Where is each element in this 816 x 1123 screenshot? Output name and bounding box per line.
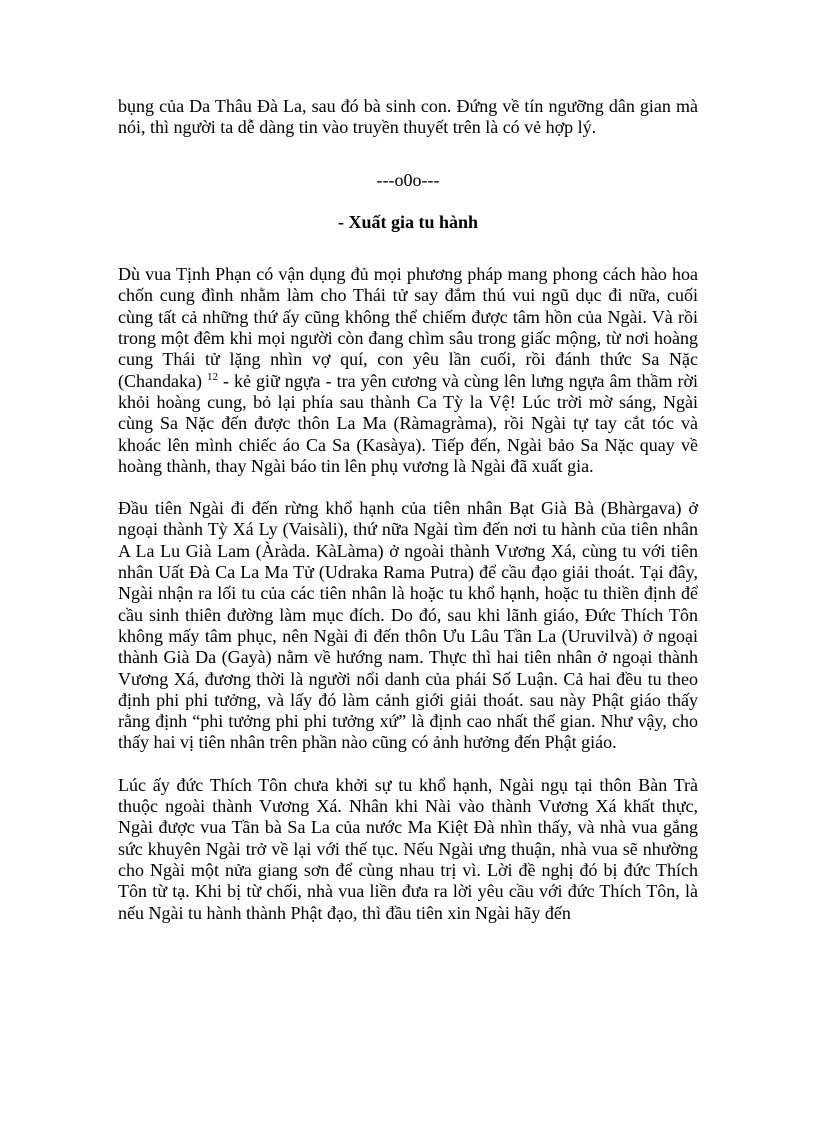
paragraph-intro: bụng của Da Thâu Đà La, sau đó bà sinh con. Đứng về tín ngưỡng dân gian mà nói, thì người ta dễ dàng tin vào truyền thuyết trên là có vẻ hợp lý. bbox=[118, 96, 698, 138]
document-page bbox=[118, 96, 698, 924]
footnote-reference: 12 bbox=[206, 370, 218, 383]
paragraph-text: - kẻ giữ ngựa - tra yên cương và cùng lên lưng ngựa âm thầm rời khỏi hoàng cung, bỏ lại phía sau thành Ca Tỳ la Vệ! Lúc trời mờ sáng, Ngài cùng Sa Nặc đến được thôn La Ma (Ràmagràma), rồi Ngài tự tay cắt tóc và khoác lên mình chiếc áo Ca Sa (Kasàya). Tiếp đến, Ngài bảo Sa Nặc quay về hoàng thành, thay Ngài báo tin lên phụ vương là Ngài đã xuất gia. bbox=[118, 370, 698, 476]
paragraph-text: Dù vua Tịnh Phạn có vận dụng đủ mọi phương pháp mang phong cách hào hoa chốn cung đình nhằm làm cho Thái tử say đắm thú vui ngũ dục đi nữa, cuối cùng tất cả những thứ ấy cũng không thể chiếm được tâm hồn của Ngài. Và rồi trong một đêm khi mọi người còn đang chìm sâu trong giấc mộng, từ nơi hoàng cung Thái tử lặng nhìn vợ quí, con yêu lần cuối, rồi đánh thức Sa Nặc (Chandaka) bbox=[118, 264, 698, 391]
paragraph-king-bimbisara: Lúc ấy đức Thích Tôn chưa khởi sự tu khổ hạnh, Ngài ngụ tại thôn Bàn Trà thuộc ngoài thành Vương Xá. Nhân khi Nài vào thành Vương Xá khất thực, Ngài được vua Tần bà Sa La của nước Ma Kiệt Đà nhìn thấy, và nhà vua gắng sức khuyên Ngài trở về lại với thế tục. Nếu Ngài ưng thuận, nhà vua sẽ nhường cho Ngài một nửa giang sơn để cùng nhau trị vì. Lời đề nghị đó bị đức Thích Tôn từ tạ. Khi bị từ chối, nhà vua liền đưa ra lời yêu cầu với đức Thích Tôn, là nếu Ngài tu hành thành Phật đạo, thì đầu tiên xin Ngài hãy đến bbox=[118, 774, 698, 923]
paragraph-ascetic-teachers: Đầu tiên Ngài đi đến rừng khổ hạnh của tiên nhân Bạt Già Bà (Bhàrgava) ở ngoại thành Tỳ Xá Ly (Vaisàli), thứ nữa Ngài tìm đến nơi tu hành của tiên nhân A La Lu Già Lam (Àràda. KàLàma) ở ngoài thành Vương Xá, cùng tu với tiên nhân Uất Đà Ca La Ma Tử (Udraka Rama Putra) để cầu đạo giải thoát. Tại đây, Ngài nhận ra lối tu của các tiên nhân là hoặc tu khổ hạnh, hoặc tu thiền định để cầu sinh thiên đường làm mục đích. Do đó, sau khi lãnh giáo, Đức Thích Tôn không mấy tâm phục, nên Ngài đi đến thôn Ưu Lâu Tần La (Uruvilvà) ở ngoại thành Già Da (Gayà) nằm về hướng nam. Thực thì hai tiên nhân ở ngoại thành Vương Xá, đương thời là người nổi danh của phái Số Luận. Cả hai đều tu theo định phi phi tưởng, và lấy đó làm cảnh giới giải thoát. sau này Phật giáo thấy rằng định “phi tưởng phi phi tưởng xứ” là định cao nhất thế gian. Như vậy, cho thấy hai vị tiên nhân trên phần nào cũng có ảnh hưởng đến Phật giáo. bbox=[118, 498, 698, 753]
paragraph-renunciation bbox=[118, 264, 698, 477]
section-separator: ---o0o--- bbox=[376, 169, 440, 190]
section-heading: - Xuất gia tu hành bbox=[337, 211, 479, 232]
